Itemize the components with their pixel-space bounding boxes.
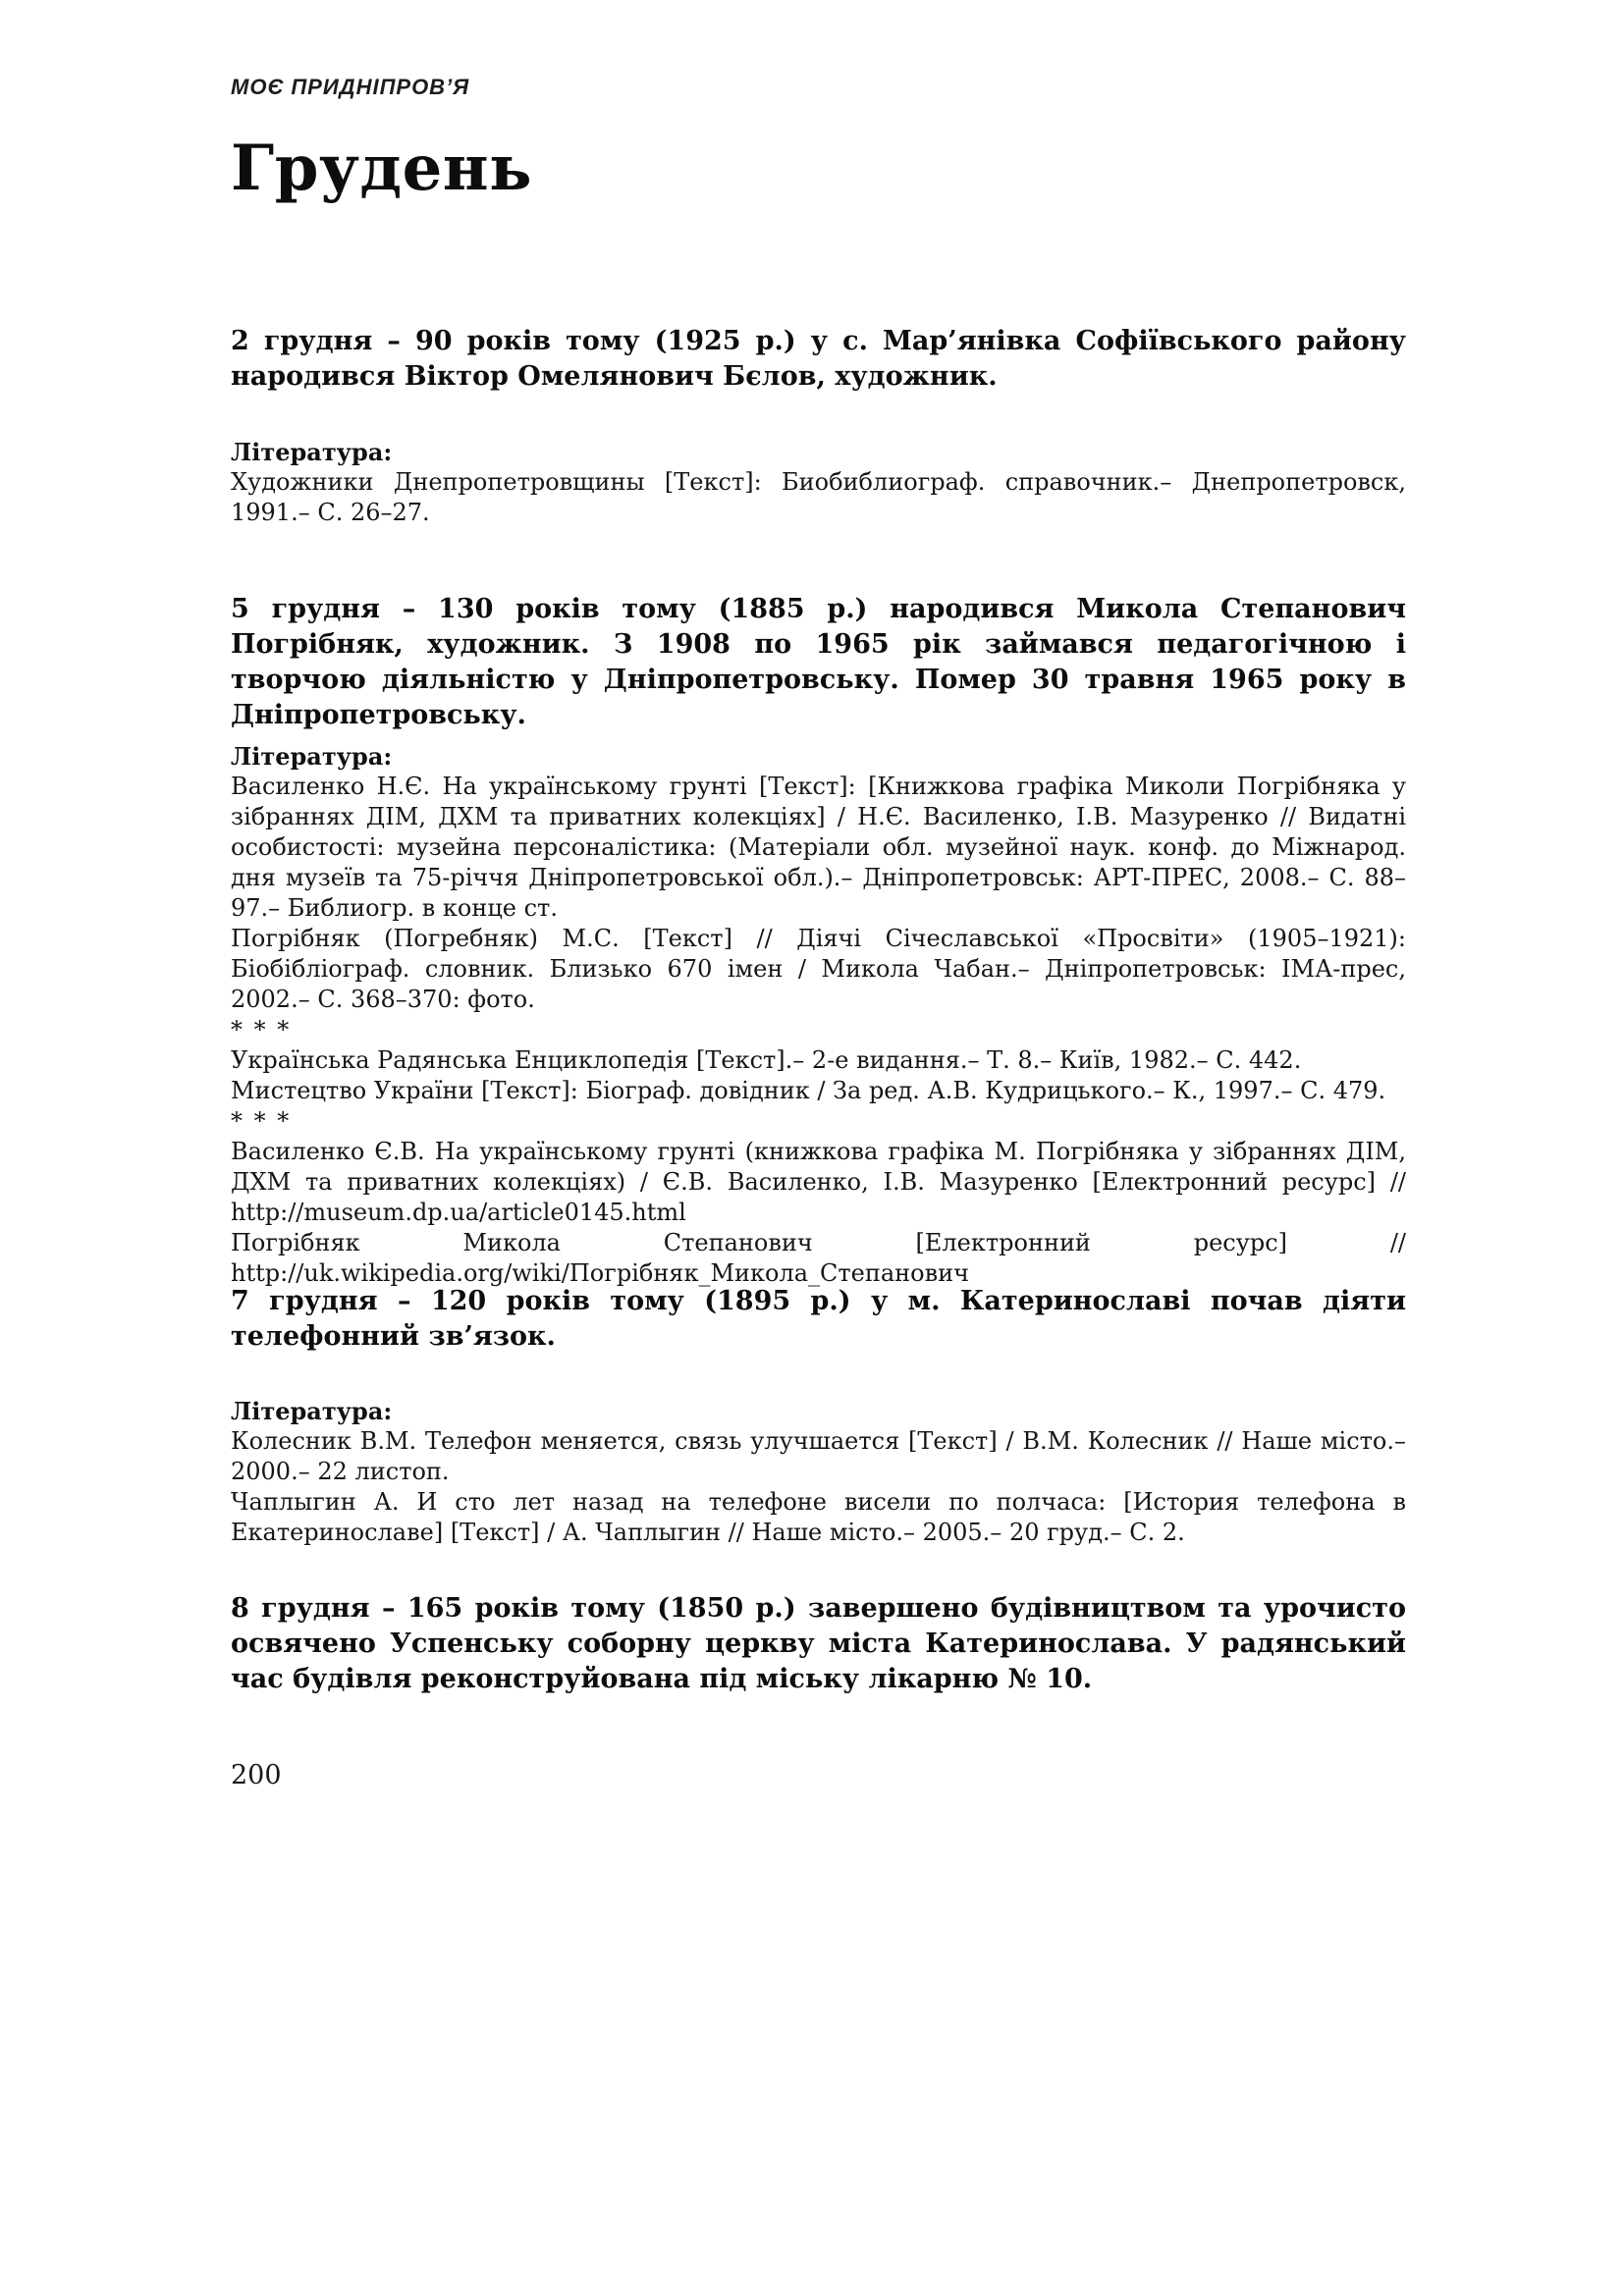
entry-heading-8-december: 8 грудня – 165 років тому (1850 р.) завершено будівництвом та урочисто освячено Успенську соборну церкву міста Катеринослава. У радянський час будівля реконструйована під міську лікарню № 10.: [231, 1593, 1406, 1694]
entry-heading-5-december: 5 грудня – 130 років тому (1885 р.) народився Микола Степанович Погрібняк, художник. З 1908 по 1965 рік займався педагогічною і творчою діяльністю у Дніпропетровську. Помер 30 травня 1965 року в Дніпропетровську.: [231, 594, 1406, 730]
asterisk-separator: * * *: [231, 1016, 292, 1043]
reference-item: Колесник В.М. Телефон меняется, связь улучшается [Текст] / В.М. Колесник // Наше місто.– 2000.– 22 листоп.: [231, 1427, 1406, 1485]
running-head: МОЄ ПРИДНІПРОВ’Я: [231, 75, 470, 99]
literature-label: Література:: [231, 742, 393, 771]
reference-item: Мистецтво України [Текст]: Біограф. довідник / За ред. А.В. Кудрицького.– К., 1997.– С. 479.: [231, 1077, 1386, 1104]
reference-item: Українська Радянська Енциклопедія [Текст].– 2-е видання.– Т. 8.– Київ, 1982.– С. 442.: [231, 1046, 1302, 1074]
reference-item: Художники Днепропетровщины [Текст]: Биобиблиограф. справочник.– Днепропетровск, 1991.– С. 26–27.: [231, 468, 1406, 526]
reference-item: Погрібняк Микола Степанович [Електронний ресурс] //: [231, 1229, 1406, 1256]
page-title: Грудень: [231, 132, 533, 205]
entry-heading-7-december: 7 грудня – 120 років тому (1895 р.) у м. Катеринославі почав діяти телефонний зв’язок.: [231, 1286, 1406, 1352]
reference-item: Чаплыгин А. И сто лет назад на телефоне висели по полчаса: [История телефона в Екатеринославе] [Текст] / А. Чаплыгин // Наше місто.– 2005.– 20 груд.– С. 2.: [231, 1488, 1406, 1546]
reference-item: Василенко Є.В. На українському грунті (книжкова графіка М. Погрібняка у зібраннях ДІМ, ДХМ та приватних колекціях) / Є.В. Василенко, І.В. Мазуренко [Електронний ресурс] //: [231, 1138, 1406, 1196]
literature-label: Література:: [231, 438, 393, 466]
literature-section-2: [231, 741, 1406, 1289]
reference-url: http://museum.dp.ua/article0145.html: [231, 1199, 686, 1226]
reference-item: Погрібняк (Погребняк) М.С. [Текст] // Діячі Січеславської «Просвіти» (1905–1921): Біобібліограф. словник. Близько 670 імен / Микола Чабан.– Дніпропетровськ: ІМА-прес, 2002.– С. 368–370: фото.: [231, 925, 1406, 1013]
page-number: 200: [231, 1760, 282, 1790]
entry-heading-2-december: 2 грудня – 90 років тому (1925 р.) у с. Мар’янівка Софіївського району народився Віктор Омелянович Бєлов, художник.: [231, 326, 1406, 392]
reference-url: http://uk.wikipedia.org/wiki/Погрібняк_Микола_Степанович: [231, 1259, 969, 1287]
literature-label: Література:: [231, 1397, 393, 1425]
asterisk-separator: * * *: [231, 1107, 292, 1135]
literature-section-1: [231, 437, 1406, 528]
reference-item: Василенко Н.Є. На українському грунті [Текст]: [Книжкова графіка Миколи Погрібняка у зібраннях ДІМ, ДХМ та приватних колекціях] / Н.Є. Василенко, І.В. Мазуренко // Видатні особистості: музейна персоналістика: (Матеріали обл. музейної наук. конф. до Міжнарод. дня музеїв та 75-річчя Дніпропетровської обл.).– Дніпропетровськ: АРТ-ПРЕС, 2008.– С. 88–97.– Библиогр. в конце ст.: [231, 773, 1406, 922]
literature-section-3: [231, 1396, 1406, 1548]
